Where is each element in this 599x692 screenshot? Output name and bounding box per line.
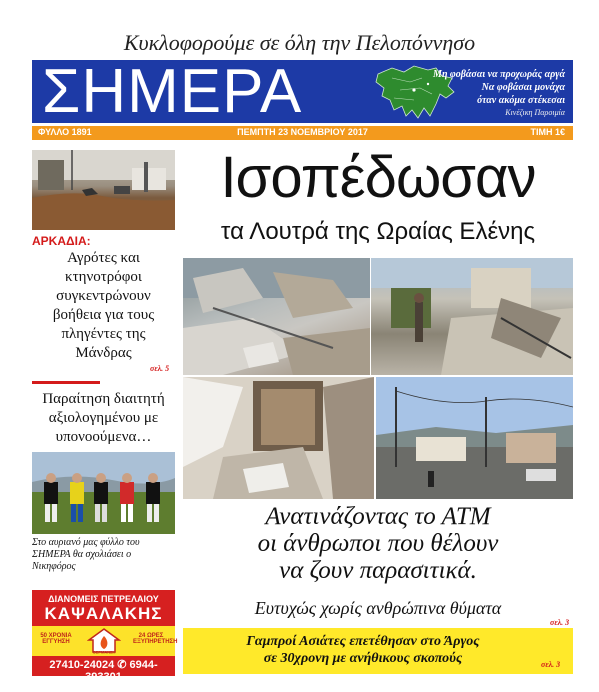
referees-scene-icon xyxy=(32,452,175,534)
lead-page-ref: σελ. 5 xyxy=(150,364,170,373)
flood-scene-icon xyxy=(32,150,175,230)
damaged-building-icon xyxy=(371,258,573,375)
bottom-page-ref: σελ. 3 xyxy=(541,660,561,669)
quote-line: Να φοβάσαι μονάχα xyxy=(481,82,565,93)
deck-line: να ζουν παρασιτικά. xyxy=(279,557,477,584)
debris-photo-1[interactable] xyxy=(183,258,370,375)
bottom-story-line: σε 30χρονη με ανήθικους σκοπούς xyxy=(263,651,463,666)
blast-doorway-icon xyxy=(183,377,374,499)
quote-line: όταν ακόμα στέκεσαι xyxy=(477,95,565,106)
quote-author: Κινέζικη Παροιμία xyxy=(505,108,565,117)
main-headline[interactable]: Ισοπέδωσαν xyxy=(220,145,536,210)
flame-logo-icon xyxy=(87,628,121,654)
ad-logo-text: ΘΕΡΜΑΝΣΗ xyxy=(92,649,116,654)
story-deck-sub: Ευτυχώς χωρίς ανθρώπινα θύματα xyxy=(254,598,502,618)
deck-line: οι άνθρωποι που θέλουν xyxy=(257,530,499,557)
bottom-story-line: Γαμπροί Ασιάτες επετέθησαν στο Άργος xyxy=(246,634,480,649)
street-photo[interactable] xyxy=(376,377,573,499)
ad-years: 50 ΧΡΟΝΙΑ ΕΓΓΥΗΣΗ xyxy=(40,633,72,645)
ad-phone-numbers[interactable]: 27410-24024 ✆ 6944-393301 xyxy=(49,659,158,683)
debris-photo-2[interactable] xyxy=(371,258,573,375)
second-story-text[interactable]: Παραίτηση διαιτητή αξιολογημένου με υπονοούμενα… xyxy=(42,391,165,445)
issue-price: ΤΙΜΗ 1€ xyxy=(530,127,565,137)
issue-info-bar xyxy=(32,126,573,140)
ad-hours: 24 ΩΡΕΣ ΕΞΥΠΗΡΕΤΗΣΗ xyxy=(133,633,178,645)
quote-line: Μη φοβάσαι να προχωράς αργά xyxy=(433,69,565,80)
deck-page-ref: σελ. 3 xyxy=(550,618,570,627)
masthead-title: ΣΗΜΕΡΑ xyxy=(42,60,303,123)
lead-story-text[interactable]: Αγρότες και κτηνοτρόφοι συγκεντρώνουν βοήθεια για τους πληγέντες της Μάνδρας xyxy=(52,250,155,361)
issue-number: ΦΥΛΛΟ 1891 xyxy=(38,127,92,137)
flood-photo[interactable] xyxy=(32,150,175,230)
rubble-scene-icon xyxy=(183,258,370,375)
photo-caption: Στο αυριανό μας φύλλο του ΣΗΜΕΡΑ θα σχολιάσει ο Νικηφόρος xyxy=(32,537,140,572)
divider xyxy=(32,381,100,384)
bottom-story-box[interactable] xyxy=(183,628,573,674)
ad-company-name: ΚΑΨΑΛΑΚΗΣ xyxy=(44,604,163,623)
debris-photo-3[interactable] xyxy=(183,377,374,499)
football-referees-photo[interactable] xyxy=(32,452,175,534)
street-scene-icon xyxy=(376,377,573,499)
section-label: ΑΡΚΑΔΙΑ: xyxy=(32,234,91,248)
main-subheadline: τα Λουτρά της Ωραίας Ελένης xyxy=(220,218,536,245)
issue-date: ΠΕΜΠΤΗ 23 ΝΟΕΜΒΡΙΟΥ 2017 xyxy=(237,127,368,137)
masthead-quote xyxy=(415,68,565,107)
fuel-distributor-ad[interactable] xyxy=(32,590,178,683)
story-deck[interactable] xyxy=(183,503,573,584)
tagline: Κυκλοφορούμε σε όλη την Πελοπόννησο xyxy=(123,30,476,55)
masthead xyxy=(32,60,573,123)
ad-title: ΔΙΑΝΟΜΕΙΣ ΠΕΤΡΕΛΑΙΟΥ xyxy=(48,594,159,604)
deck-line: Ανατινάζοντας το ΑΤΜ xyxy=(265,503,491,530)
bottom-story-text xyxy=(203,633,523,667)
